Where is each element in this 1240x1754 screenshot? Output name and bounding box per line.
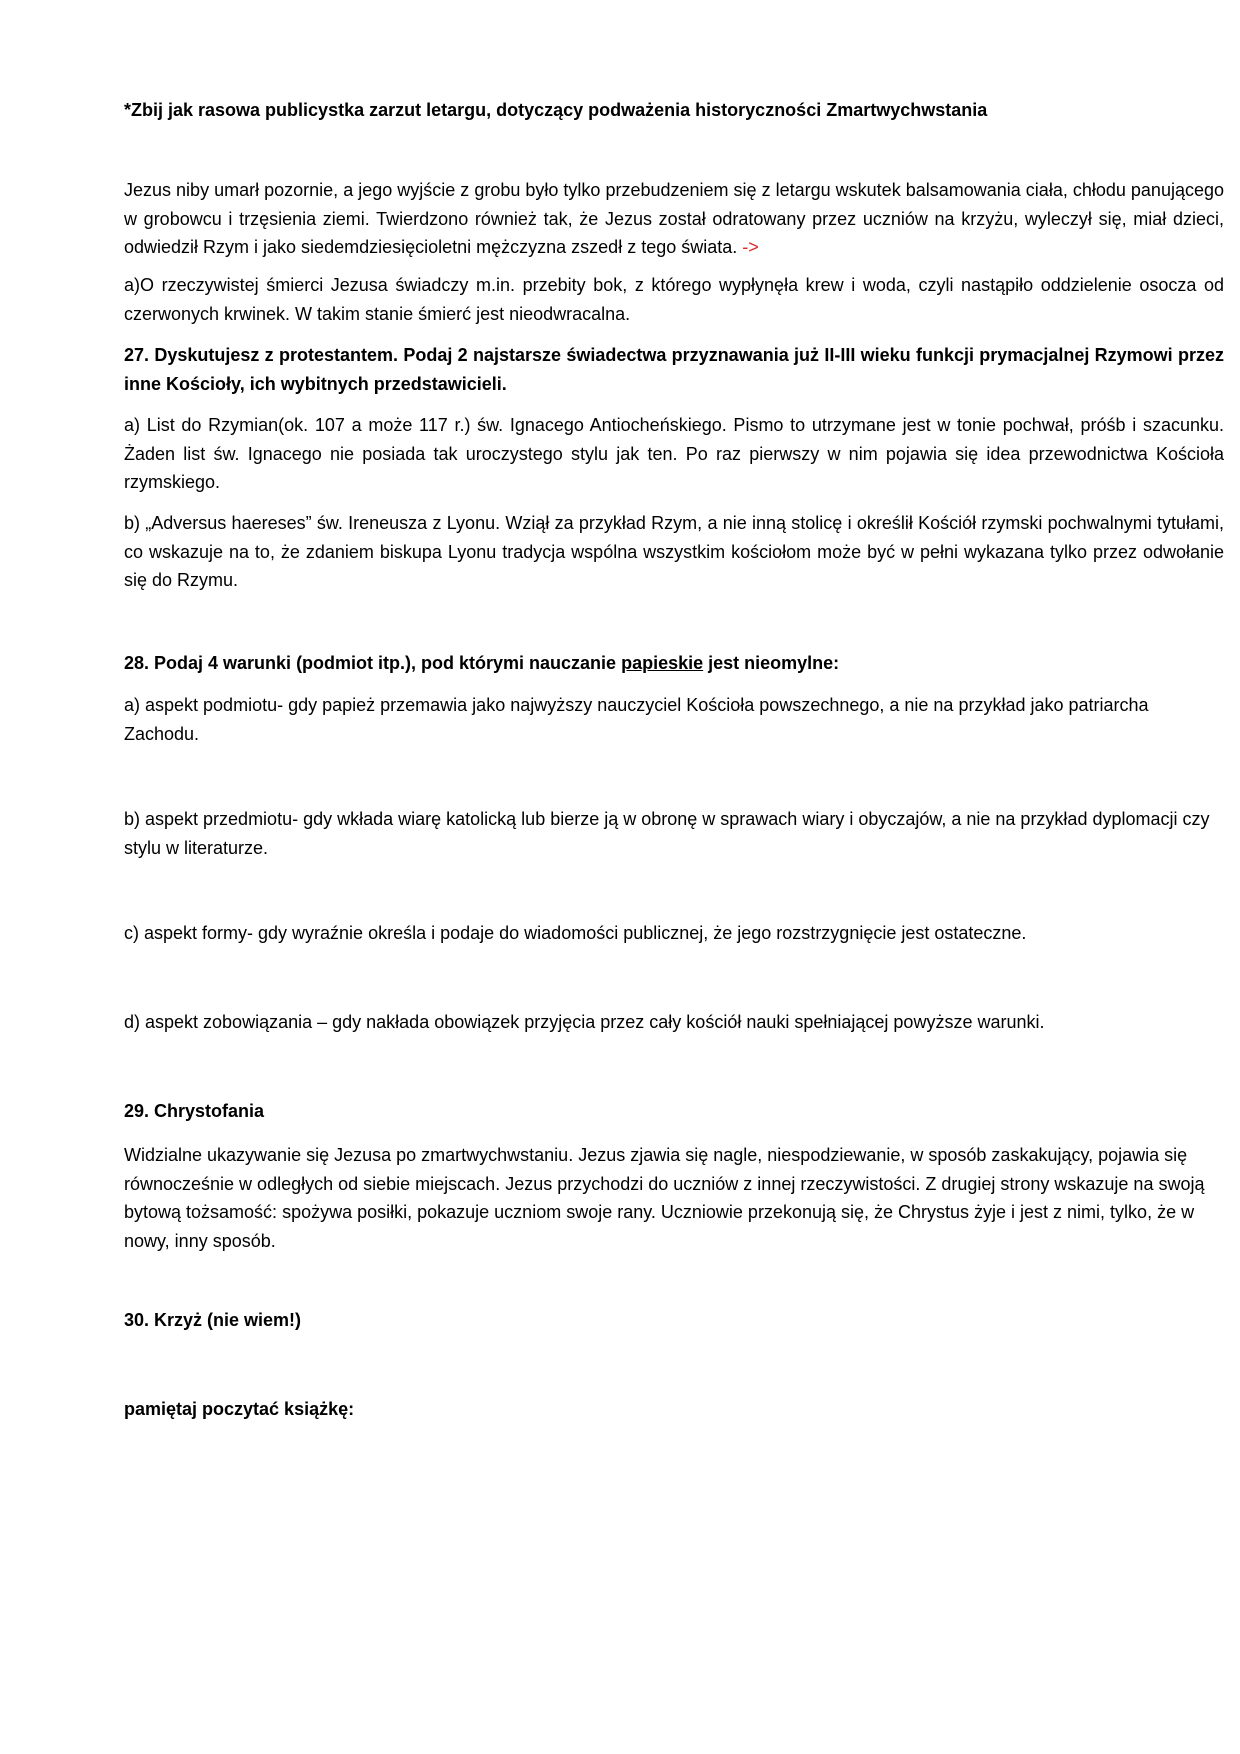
red-arrow-marker: -> (737, 237, 759, 257)
question-29-heading: 29. Chrystofania (124, 1101, 265, 1121)
intro-paragraph (124, 176, 1224, 262)
answer-a-paragraph: a)O rzeczywistej śmierci Jezusa świadczy m.in. przebity bok, z którego wypłynęła krew i woda, czyli nastąpiło oddzielenie osocza od czerwonych krwinek. W takim stanie śmierć jest nieodwracalna. (124, 275, 1224, 324)
question-27-answer-a: a) List do Rzymian(ok. 107 a może 117 r.) św. Ignacego Antiocheńskiego. Pismo to utrzymane jest w tonie pochwał, próśb i szacunku. Żaden list św. Ignacego nie posiada tak uroczystego stylu jak ten. Po raz pierwszy w nim pojawia się idea przewodnictwa Kościoła rzymskiego. (124, 415, 1224, 492)
question-28-answer-b: b) aspekt przedmiotu- gdy wkłada wiarę katolicką lub bierze ją w obronę w sprawach wiary i obyczajów, a nie na przykład dyplomacji czy stylu w literaturze. (124, 809, 1210, 858)
intro-text: Jezus niby umarł pozornie, a jego wyjście z grobu było tylko przebudzeniem się z letargu wskutek balsamowania ciała, chłodu panującego w grobowcu i trzęsienia ziemi. Twierdzono również tak, że Jezus został odratowany przez uczniów na krzyżu, wyleczył się, miał dzieci, odwiedził Rzym i jako siedemdziesięcioletni mężczyzna zszedł z tego świata. (124, 180, 1224, 257)
question-29-answer: Widzialne ukazywanie się Jezusa po zmartwychwstaniu. Jezus zjawia się nagle, niespodziewanie, w sposób zaskakujący, pojawia się równocześnie w odległych od siebie miejscach. Jezus przychodzi do uczniów z innej rzeczywistości. Z drugiej strony wskazuje na swoją bytową tożsamość: spożywa posiłki, pokazuje uczniom swoje rany. Uczniowie przekonują się, że Chrystus żyje i jest z nimi, tylko, że w nowy, inny sposób. (124, 1145, 1205, 1251)
question-27-answer-b: b) „Adversus haereses” św. Ireneusza z Lyonu. Wziął za przykład Rzym, a nie inną stolicę i określił Kościół rzymski pochwalnymi tytułami, co wskazuje na to, że zdaniem biskupa Lyonu tradycja wspólna wszystkim kościołom może być w pełni wykazana tylko przez odwołanie się do Rzymu. (124, 513, 1224, 590)
question-28-heading-underlined: papieskie (621, 653, 704, 673)
question-28-answer-c: c) aspekt formy- gdy wyraźnie określa i podaje do wiadomości publicznej, że jego rozstrzygnięcie jest ostateczne. (124, 923, 1027, 943)
question-28-heading (124, 649, 1224, 678)
question-28-heading-start: 28. Podaj 4 warunki (podmiot itp.), pod którymi nauczanie (124, 653, 622, 673)
footer-note: pamiętaj poczytać książkę: (124, 1399, 355, 1419)
question-30-heading: 30. Krzyż (nie wiem!) (124, 1310, 302, 1330)
question-28-answer-a: a) aspekt podmiotu- gdy papież przemawia jako najwyższy nauczyciel Kościoła powszechnego, a nie na przykład jako patriarcha Zachodu. (124, 695, 1149, 744)
question-28-heading-end: jest nieomylne: (703, 653, 840, 673)
document-title: *Zbij jak rasowa publicystka zarzut letargu, dotyczący podważenia historyczności Zmartwychwstania (124, 100, 988, 120)
question-28-answer-d: d) aspekt zobowiązania – gdy nakłada obowiązek przyjęcia przez cały kościół nauki spełniającej powyższe warunki. (124, 1012, 1045, 1032)
question-27-heading: 27. Dyskutujesz z protestantem. Podaj 2 najstarsze świadectwa przyznawania już II-III wieku funkcji prymacjalnej Rzymowi przez inne Kościoły, ich wybitnych przedstawicieli. (124, 345, 1224, 394)
